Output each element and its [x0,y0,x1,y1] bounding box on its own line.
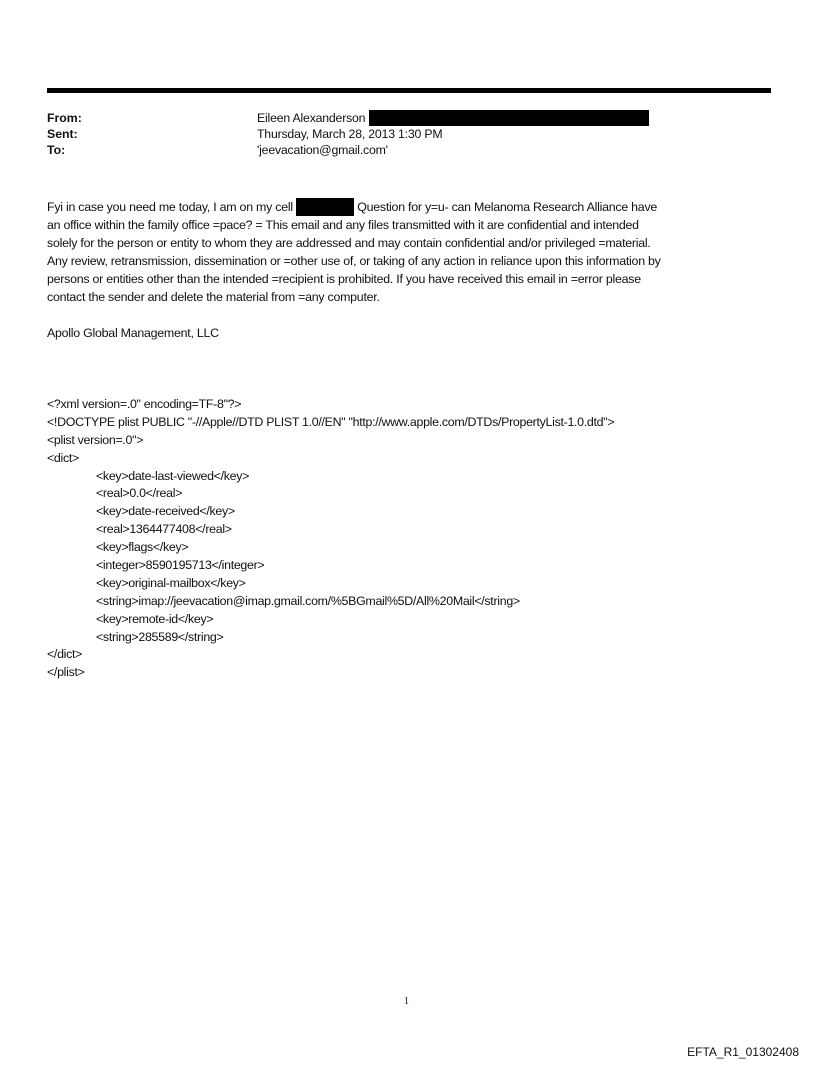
document-id: EFTA_R1_01302408 [687,1045,799,1059]
email-header [47,110,771,158]
header-rule [47,88,771,93]
from-value: Eileen Alexanderson [257,111,366,125]
email-body [47,198,787,306]
sent-label: Sent: [47,127,78,141]
to-row [47,142,771,158]
xml-line: <!DOCTYPE plist PUBLIC "-//Apple//DTD PLIST 1.0//EN" "http://www.apple.com/DTDs/PropertyList-1.0.dtd"> [47,414,615,429]
to-value: 'jeevacation@gmail.com' [257,143,388,157]
xml-line: <string>imap://jeevacation@imap.gmail.com/%5BGmail%5D/All%20Mail</string> [96,593,520,608]
sent-value: Thursday, March 28, 2013 1:30 PM [257,127,443,141]
xml-line: <key>flags</key> [96,540,189,555]
xml-line: </dict> [47,647,83,662]
xml-line: </plist> [47,665,85,680]
xml-line: <plist version=.0"> [47,432,144,447]
body-line: contact the sender and delete the material from =any computer. [47,290,380,304]
to-label: To: [47,143,66,157]
xml-block [47,396,614,682]
from-label: From: [47,111,82,125]
body-line: an office within the family office =pace? = This email and any files transmitted with it are confidential and intended [47,218,639,232]
xml-line: <?xml version=.0" encoding=TF-8"?> [47,397,242,411]
xml-line: <real>1364477408</real> [96,522,232,537]
xml-line: <real>0.0</real> [96,486,183,501]
body-line: persons or entities other than the intended =recipient is prohibited. If you have received this email in =error please [47,272,641,286]
signature: Apollo Global Management, LLC [47,326,219,340]
body-line: Fyi in case you need me today, I am on my cell [47,200,293,214]
redaction-box [369,110,649,126]
body-line: Any review, retransmission, dissemination or =other use of, or taking of any action in reliance upon this information by [47,254,661,268]
redaction-box [296,198,354,216]
xml-line: <key>original-mailbox</key> [96,575,246,590]
xml-line: <key>date-last-viewed</key> [96,468,250,483]
from-row [47,110,771,126]
xml-line: <dict> [47,450,79,465]
body-line: solely for the person or entity to whom they are addressed and may contain confidential and/or privileged =material. [47,236,651,250]
body-line: Question for y=u- can Melanoma Research Alliance have [357,200,658,214]
xml-line: <key>date-received</key> [96,504,235,519]
xml-line: <key>remote-id</key> [96,611,214,626]
sent-row [47,126,771,142]
xml-line: <string>285589</string> [96,629,224,644]
xml-line: <integer>8590195713</integer> [96,558,265,573]
page-number: 1 [404,996,409,1007]
